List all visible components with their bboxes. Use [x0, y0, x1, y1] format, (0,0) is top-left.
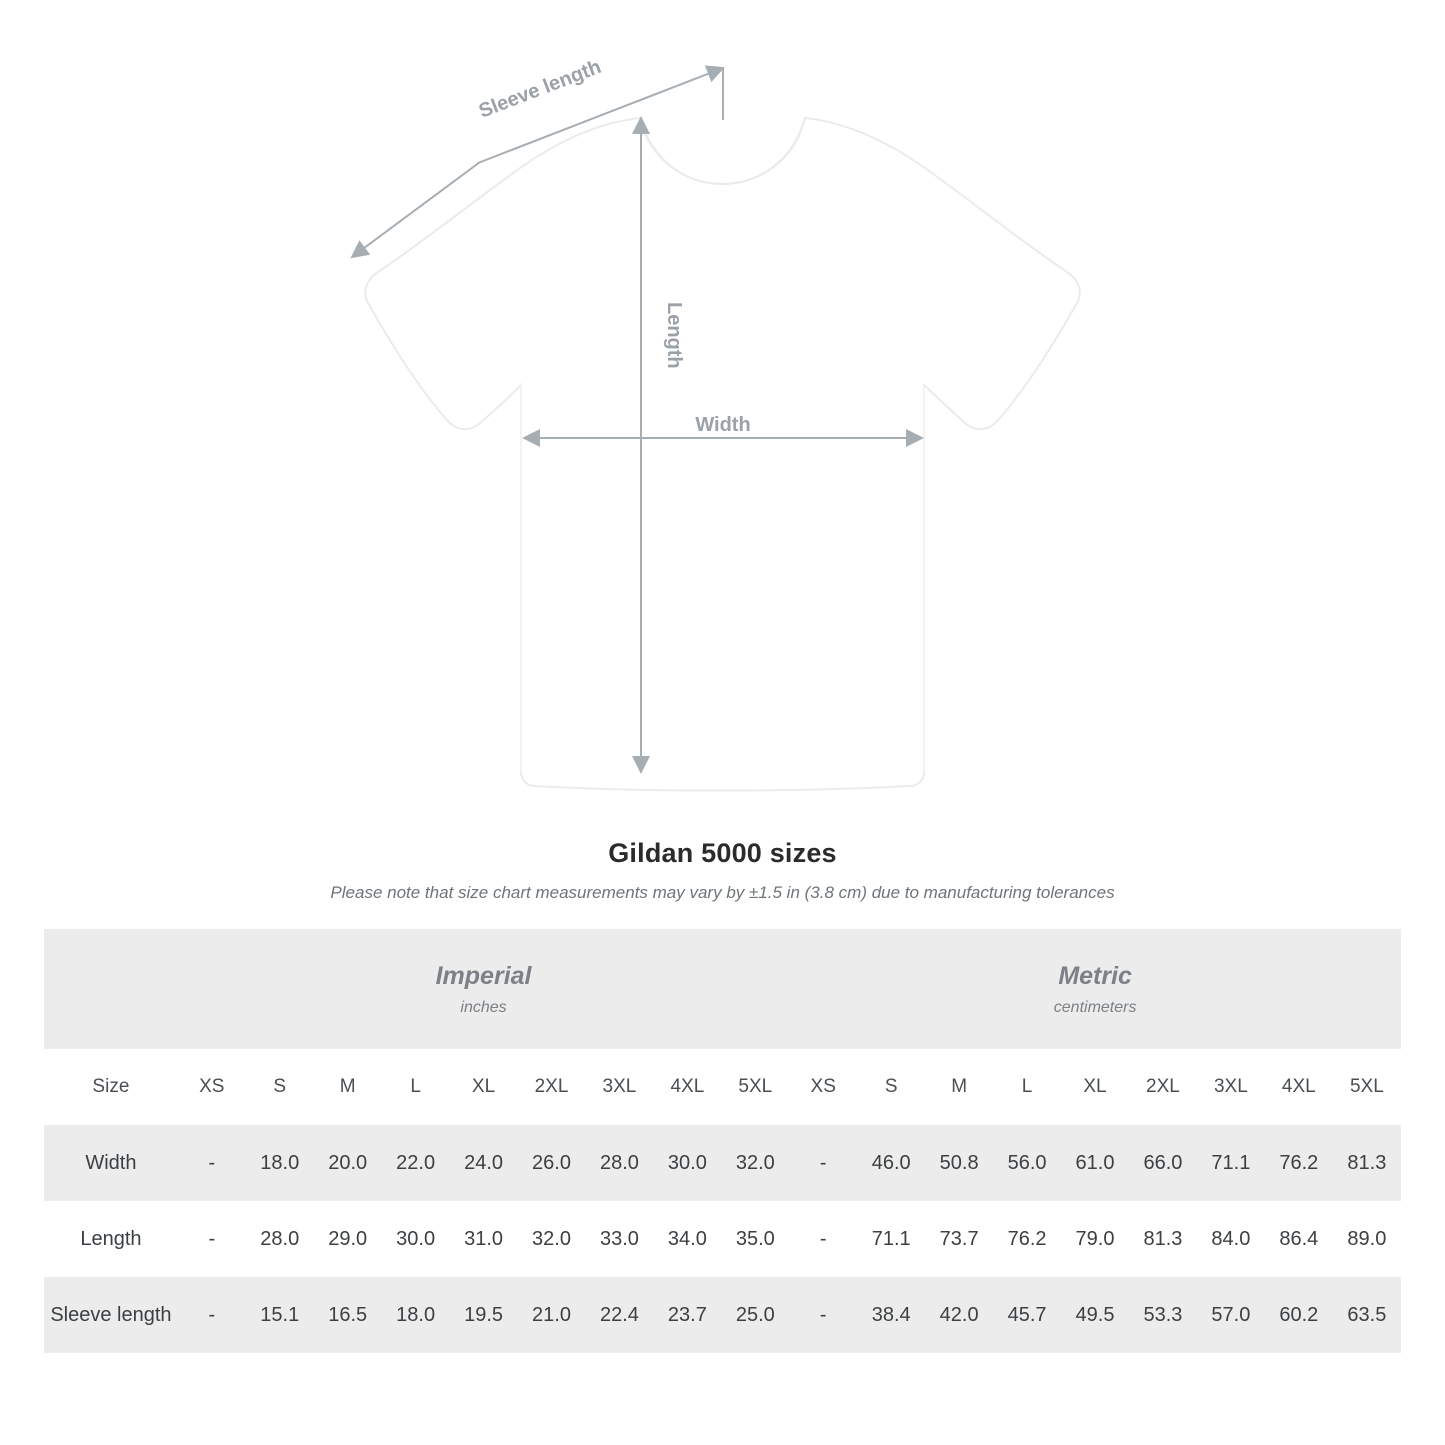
row-label-sleeve-length: Sleeve length: [44, 1277, 178, 1353]
cell-sleeve-metric-m: 42.0: [925, 1277, 993, 1353]
header-metric-l: L: [993, 1049, 1061, 1125]
header-metric-5xl: 5XL: [1333, 1049, 1401, 1125]
cell-length-metric-s: 71.1: [857, 1201, 925, 1277]
header-metric-xs: XS: [789, 1049, 857, 1125]
cell-sleeve-imperial-xs: -: [178, 1277, 246, 1353]
cell-sleeve-imperial-2xl: 21.0: [518, 1277, 586, 1353]
cell-sleeve-imperial-m: 16.5: [314, 1277, 382, 1353]
unit-header-spacer: [44, 929, 178, 1049]
cell-width-imperial-5xl: 32.0: [721, 1125, 789, 1201]
cell-length-imperial-4xl: 34.0: [653, 1201, 721, 1277]
cell-width-metric-2xl: 66.0: [1129, 1125, 1197, 1201]
length-label: Length: [663, 302, 685, 369]
cell-sleeve-imperial-l: 18.0: [382, 1277, 450, 1353]
header-imperial-2xl: 2XL: [518, 1049, 586, 1125]
width-label: Width: [695, 414, 751, 436]
size-table-wrapper: [44, 929, 1401, 1353]
cell-width-metric-3xl: 71.1: [1197, 1125, 1265, 1201]
unit-header-metric: [789, 929, 1401, 1049]
header-imperial-xl: XL: [450, 1049, 518, 1125]
cell-length-metric-2xl: 81.3: [1129, 1201, 1197, 1277]
header-imperial-4xl: 4XL: [653, 1049, 721, 1125]
cell-length-metric-4xl: 86.4: [1265, 1201, 1333, 1277]
cell-sleeve-imperial-3xl: 22.4: [585, 1277, 653, 1353]
imperial-sub: inches: [460, 998, 507, 1016]
cell-sleeve-metric-xs: -: [789, 1277, 857, 1353]
header-metric-m: M: [925, 1049, 993, 1125]
cell-sleeve-metric-l: 45.7: [993, 1277, 1061, 1353]
header-metric-xl: XL: [1061, 1049, 1129, 1125]
page-title: Gildan 5000 sizes: [608, 838, 837, 868]
size-table: [44, 929, 1401, 1353]
header-metric-4xl: 4XL: [1265, 1049, 1333, 1125]
table-row: [44, 1125, 1401, 1201]
cell-sleeve-metric-5xl: 63.5: [1333, 1277, 1401, 1353]
row-label-width: Width: [44, 1125, 178, 1201]
cell-sleeve-metric-2xl: 53.3: [1129, 1277, 1197, 1353]
cell-width-imperial-3xl: 28.0: [585, 1125, 653, 1201]
title-block: [0, 838, 1445, 903]
header-metric-3xl: 3XL: [1197, 1049, 1265, 1125]
header-size: Size: [44, 1049, 178, 1125]
unit-header-imperial: [178, 929, 789, 1049]
sleeve-length-label: Sleeve length: [475, 55, 605, 123]
cell-length-imperial-3xl: 33.0: [585, 1201, 653, 1277]
cell-sleeve-imperial-4xl: 23.7: [653, 1277, 721, 1353]
cell-length-imperial-xl: 31.0: [450, 1201, 518, 1277]
row-label-length: Length: [44, 1201, 178, 1277]
cell-sleeve-metric-s: 38.4: [857, 1277, 925, 1353]
header-imperial-m: M: [314, 1049, 382, 1125]
unit-header-row: [44, 929, 1401, 1049]
cell-width-imperial-s: 18.0: [246, 1125, 314, 1201]
cell-width-imperial-2xl: 26.0: [518, 1125, 586, 1201]
imperial-name: Imperial: [435, 962, 532, 991]
cell-width-imperial-xs: -: [178, 1125, 246, 1201]
cell-sleeve-imperial-s: 15.1: [246, 1277, 314, 1353]
header-imperial-xs: XS: [178, 1049, 246, 1125]
header-metric-2xl: 2XL: [1129, 1049, 1197, 1125]
cell-length-metric-l: 76.2: [993, 1201, 1061, 1277]
header-imperial-5xl: 5XL: [721, 1049, 789, 1125]
metric-sub: centimeters: [1053, 998, 1137, 1016]
tolerance-note: Please note that size chart measurements may vary by ±1.5 in (3.8 cm) due to manufacturing tolerances: [330, 883, 1115, 902]
table-row: [44, 1277, 1401, 1353]
cell-length-metric-xs: -: [789, 1201, 857, 1277]
cell-sleeve-imperial-5xl: 25.0: [721, 1277, 789, 1353]
cell-width-metric-xs: -: [789, 1125, 857, 1201]
cell-sleeve-imperial-xl: 19.5: [450, 1277, 518, 1353]
cell-sleeve-metric-3xl: 57.0: [1197, 1277, 1265, 1353]
cell-width-metric-s: 46.0: [857, 1125, 925, 1201]
header-imperial-l: L: [382, 1049, 450, 1125]
cell-length-metric-3xl: 84.0: [1197, 1201, 1265, 1277]
cell-width-metric-m: 50.8: [925, 1125, 993, 1201]
cell-width-metric-xl: 61.0: [1061, 1125, 1129, 1201]
tshirt-shape: [365, 118, 1080, 791]
cell-width-imperial-xl: 24.0: [450, 1125, 518, 1201]
cell-width-metric-l: 56.0: [993, 1125, 1061, 1201]
cell-width-imperial-m: 20.0: [314, 1125, 382, 1201]
cell-length-imperial-l: 30.0: [382, 1201, 450, 1277]
cell-width-imperial-4xl: 30.0: [653, 1125, 721, 1201]
cell-length-imperial-5xl: 35.0: [721, 1201, 789, 1277]
metric-name: Metric: [1058, 962, 1132, 991]
cell-length-metric-xl: 79.0: [1061, 1201, 1129, 1277]
cell-length-imperial-m: 29.0: [314, 1201, 382, 1277]
cell-length-metric-m: 73.7: [925, 1201, 993, 1277]
cell-width-metric-4xl: 76.2: [1265, 1125, 1333, 1201]
cell-length-metric-5xl: 89.0: [1333, 1201, 1401, 1277]
header-imperial-s: S: [246, 1049, 314, 1125]
cell-sleeve-metric-4xl: 60.2: [1265, 1277, 1333, 1353]
cell-width-metric-5xl: 81.3: [1333, 1125, 1401, 1201]
header-imperial-3xl: 3XL: [585, 1049, 653, 1125]
cell-length-imperial-s: 28.0: [246, 1201, 314, 1277]
cell-length-imperial-2xl: 32.0: [518, 1201, 586, 1277]
cell-sleeve-metric-xl: 49.5: [1061, 1277, 1129, 1353]
header-metric-s: S: [857, 1049, 925, 1125]
table-row: [44, 1201, 1401, 1277]
cell-width-imperial-l: 22.0: [382, 1125, 450, 1201]
size-header-row: [44, 1049, 1401, 1125]
cell-length-imperial-xs: -: [178, 1201, 246, 1277]
